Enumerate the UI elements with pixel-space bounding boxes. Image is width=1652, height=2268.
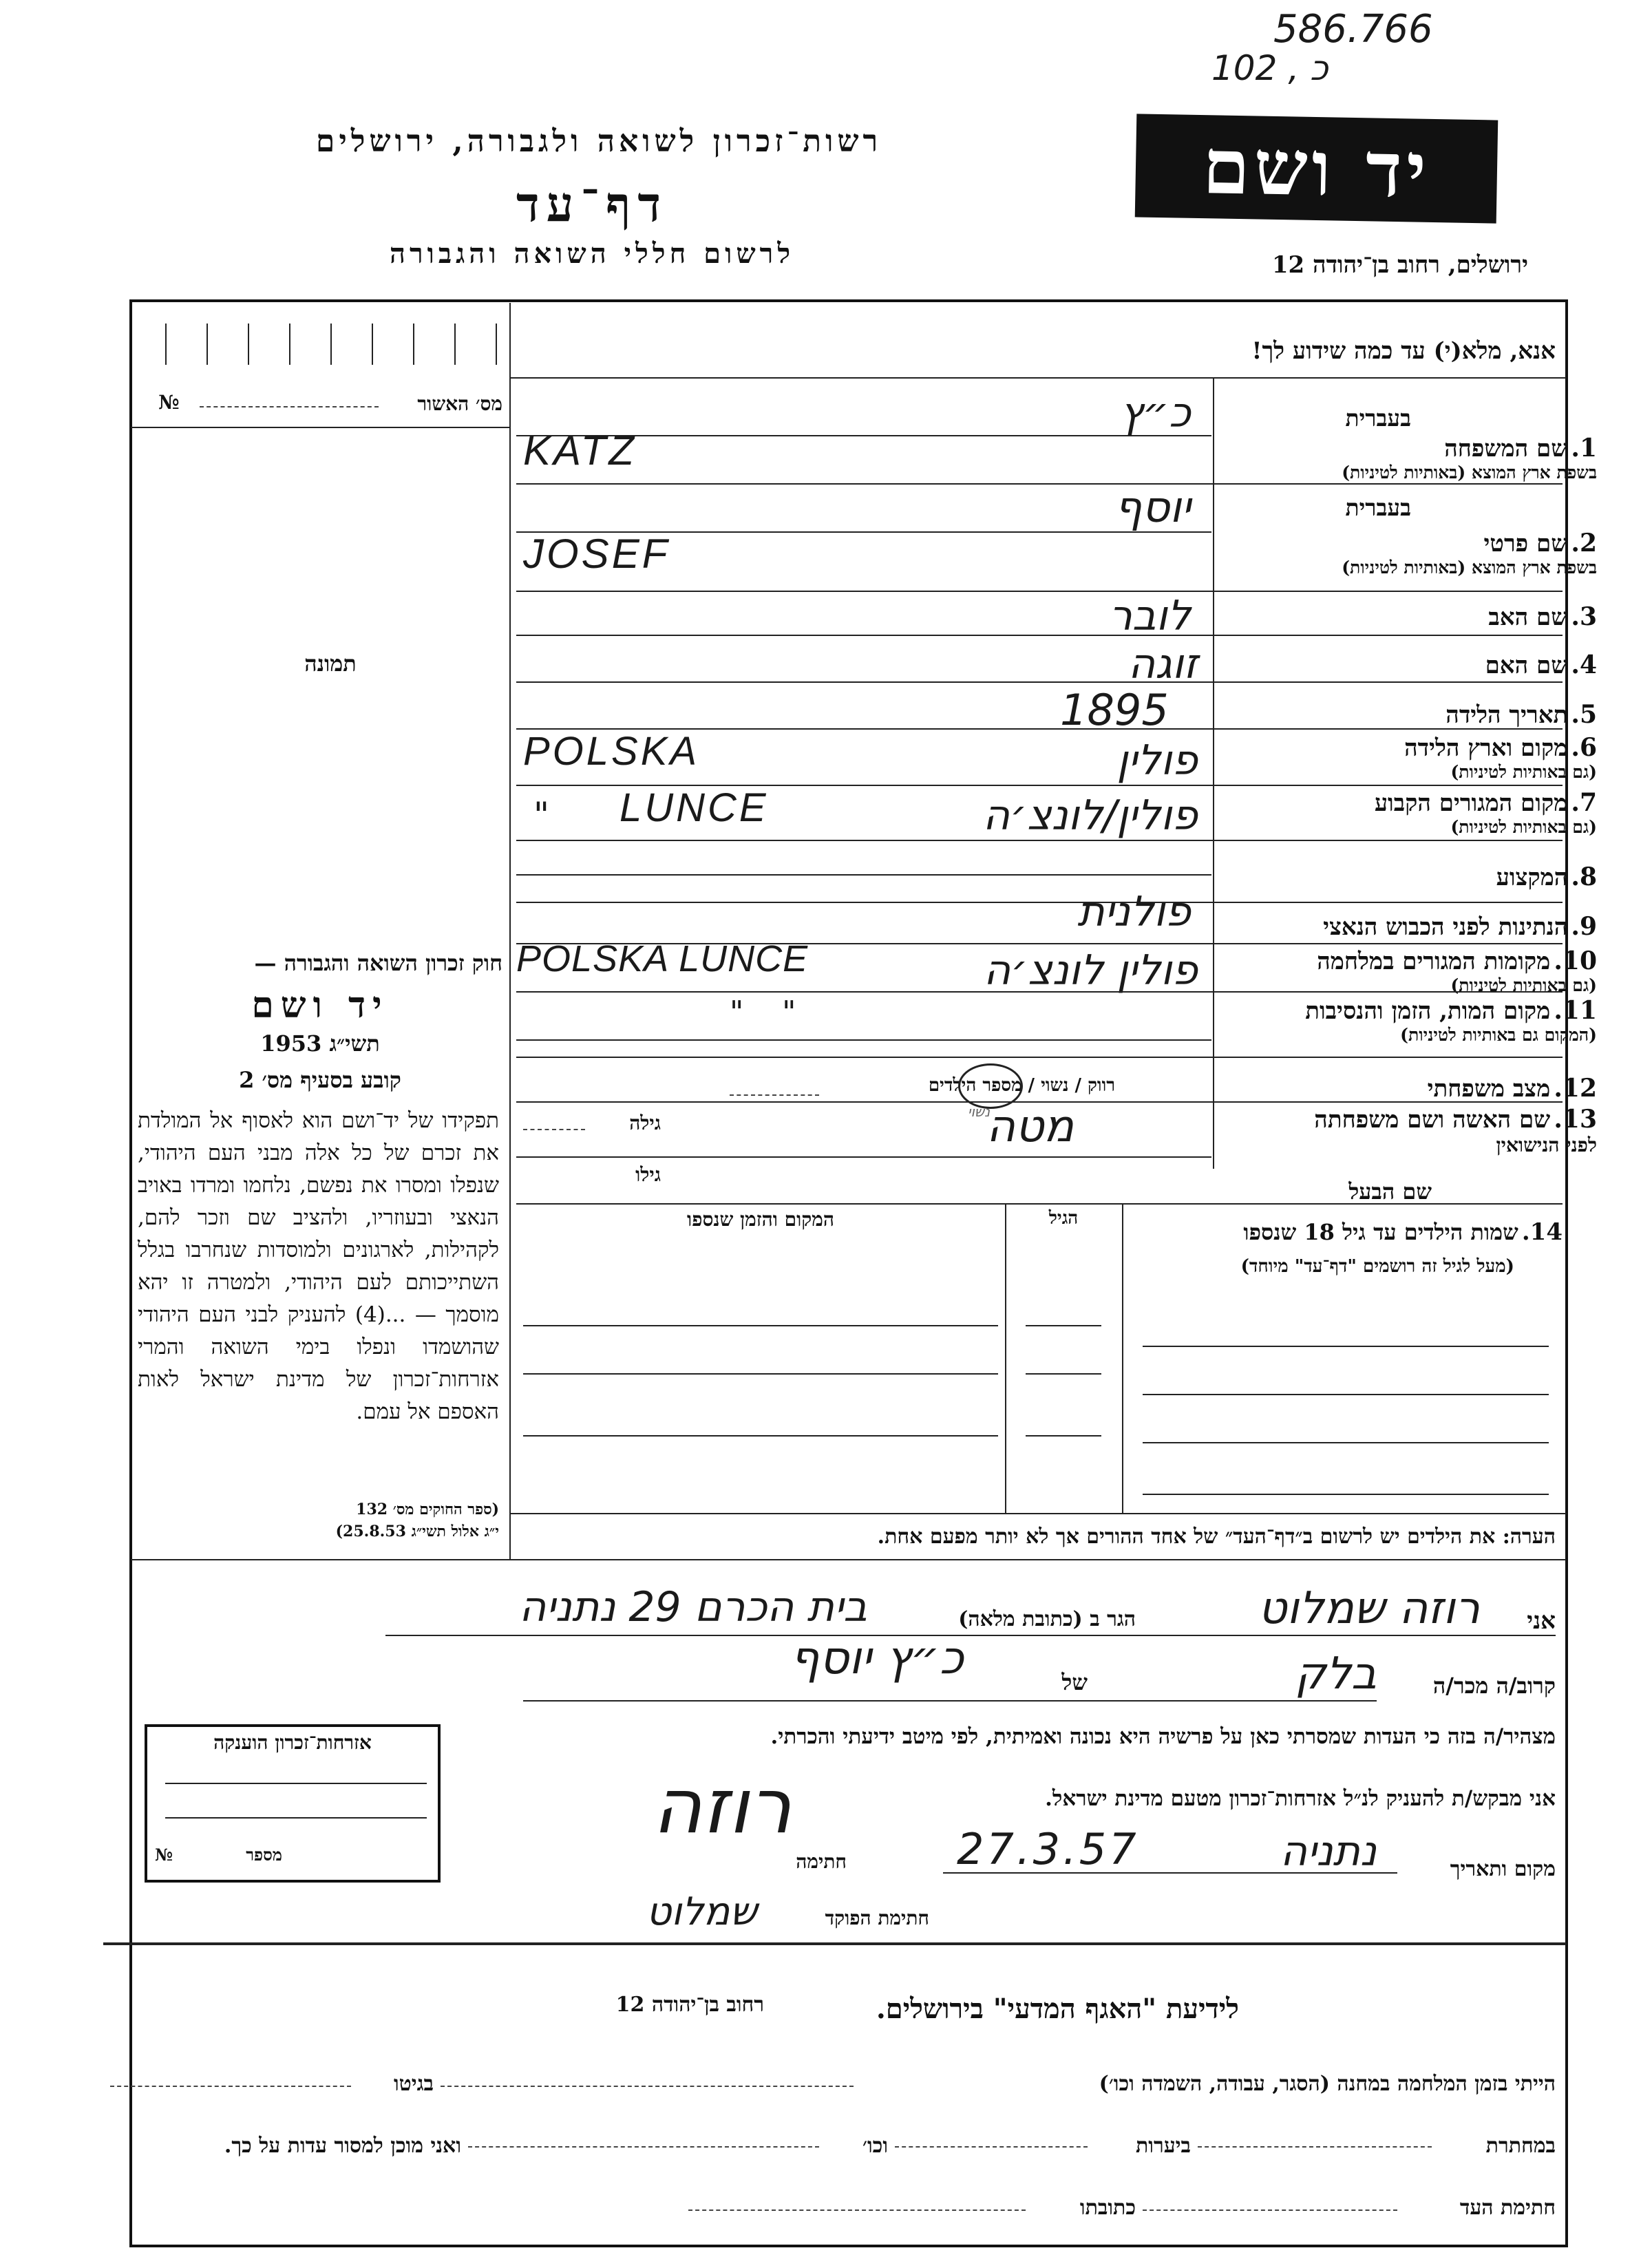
field-3-num: 3. (1571, 602, 1597, 631)
field-8-label (1273, 862, 1597, 891)
field-1-sub: בשפת ארץ המוצא (באותיות לטיניות) (1342, 463, 1597, 483)
address-line: ירושלים, רחוב בן־יהודה 12 (1271, 251, 1528, 279)
decl-i-label: אני (1527, 1607, 1556, 1635)
archive-number: 586.766 (1273, 7, 1433, 52)
authority-line: רשות־זכרון לשואה ולגבורה, ירושלים (315, 124, 882, 159)
field-9-text: הנתינות לפני הכבוש הנאצי (1323, 913, 1568, 941)
decl-place-value[interactable]: נתניה (1280, 1827, 1377, 1876)
field-6-value-hebrew[interactable]: פולין (1116, 736, 1198, 785)
law-name: יד ושם (251, 984, 389, 1026)
field-2-sub: בשפת ארץ המוצא (באותיות לטיניות) (1342, 558, 1597, 577)
field-11-sub: (המקום גם באותיות לטיניות) (1400, 1025, 1597, 1045)
field-10-label (1273, 946, 1597, 996)
form-subtitle: לרשום חללי השואה והגבורה (389, 237, 795, 270)
field-13-label (1273, 1105, 1597, 1157)
field-1-label (1273, 406, 1597, 483)
corner-note: כ , 102 (1211, 48, 1328, 88)
decl-place-date-label: מקום ותאריך (1450, 1857, 1556, 1881)
footer-line1-b: בגיטו (393, 2072, 434, 2096)
field-13-num: 13. (1554, 1105, 1597, 1134)
top-note: אנא, מלא(י) עד כמה שידוע לך! (1251, 337, 1556, 365)
field-1-hebrew-tag: בעברית (1345, 405, 1411, 432)
field-6-num: 6. (1571, 733, 1597, 762)
decl-address-value[interactable]: בית הכרם 29 נתניה (519, 1583, 867, 1631)
field-12-options[interactable]: רווק / נשוי / מספר הילדים (928, 1075, 1115, 1096)
footer-line1-a: הייתי בזמן המלחמה במחנה (הסגר, עבודה, השמדה וכו׳) (1099, 2072, 1556, 2096)
decl-of-label: של (1061, 1669, 1088, 1695)
decl-relative-label: קרוב/ה מכר/ה (1432, 1673, 1556, 1699)
decl-request-text: אני מבקש/ת להעניק לנ״ל אזרחות־זכרון מטעם מדינת ישראל. (1045, 1786, 1556, 1811)
approval-label: מס׳ האשור (417, 392, 502, 415)
field-12-circled: נשוי (968, 1103, 991, 1120)
field-6-value-latin[interactable]: POLSKA (523, 729, 700, 774)
decl-declare-text: מצהיר/ה בזה כי העדות שמסרתי כאן על פרשיה היא נכונה ואמיתית, לפי מיטב ידיעתי והכרתי. (770, 1724, 1556, 1749)
footer-line3-b: כתובתו (1079, 2196, 1136, 2220)
field-6-label (1273, 733, 1597, 783)
field-9-num: 9. (1571, 912, 1597, 941)
note: הערה: את הילדים יש לרשום ב״דף־העד״ של אחד ההורים אך לא יותר מפעם אחת. (877, 1525, 1556, 1549)
decl-signature-value[interactable]: רוזה (652, 1762, 792, 1850)
law-section: קובע בסעיף מס׳ 2 (239, 1067, 401, 1093)
decl-clerk-value[interactable]: שמלוט (646, 1889, 757, 1934)
field-12-num: 12. (1554, 1074, 1597, 1103)
field-13-sub: לפני הנישואין (1496, 1134, 1597, 1156)
field-8-text: המקצוע (1496, 864, 1568, 891)
decl-signature-label: חתימה (796, 1850, 847, 1873)
footer-line3-a: חתימת העד (1459, 2196, 1556, 2220)
children-sub: (מעל לגיל זה רושמים "דף־עד" מיוחד) (1240, 1256, 1514, 1277)
field-8-num: 8. (1571, 862, 1597, 891)
field-4-value[interactable]: זוגה (1127, 640, 1198, 688)
footer-line2-c: וכו׳ (862, 2134, 888, 2158)
footer-line2-a: במחתרת (1485, 2134, 1556, 2158)
field-7-text: מקום המגורים הקבוע (1374, 789, 1568, 817)
yad-vashem-logo (1135, 114, 1499, 223)
decl-resident-label: הגר ב (כתובת מלאה) (958, 1607, 1136, 1631)
field-7-label (1273, 788, 1597, 838)
field-2-value-hebrew[interactable]: יוסף (1114, 482, 1191, 532)
field-1-value-latin[interactable]: KATZ (523, 427, 637, 474)
field-10-value-hebrew[interactable]: פולין לונצ׳ה (984, 946, 1198, 995)
field-2-value-latin[interactable]: JOSEF (523, 531, 670, 577)
children-label (1129, 1218, 1563, 1246)
citizenship-title: אזרחות־זכרון הוענקה (213, 1731, 372, 1754)
field-1-value-hebrew[interactable]: כ״ץ (1120, 389, 1191, 437)
approval-no-mark: № (158, 391, 180, 414)
field-4-label (1273, 650, 1597, 679)
field-7-value-hebrew[interactable]: פולין/לונצ׳ה (982, 792, 1198, 840)
field-13-text: שם האשה ושם משפחתה (1314, 1106, 1551, 1134)
footer-line2-d: ואני מוכן למסור עדות על כך. (224, 2134, 461, 2158)
field-7-value-latin[interactable]: LUNCE (620, 785, 769, 830)
field-10-text: מקומות המגורים במלחמה (1317, 948, 1551, 975)
field-7-num: 7. (1571, 788, 1597, 817)
children-col-place: המקום והזמן שנספו (687, 1208, 834, 1231)
approval-ticks (165, 324, 502, 372)
decl-of-value[interactable]: כ״ץ יוסף (790, 1631, 964, 1684)
footer-address: רחוב בן־יהודה 12 (615, 1993, 764, 2017)
gazette-line1: (ספר החוקים מס׳ 132 (356, 1501, 499, 1518)
footer-line2-b: ביערות (1135, 2134, 1191, 2158)
field-6-text: מקום וארץ הלידה (1404, 734, 1568, 762)
field-4-text: שם האם (1485, 652, 1568, 679)
field-11-value[interactable]: " " (730, 995, 796, 1030)
children-text: שמות הילדים עד גיל 18 שנספו (1243, 1219, 1518, 1245)
field-10-sub: (גם באותיות לטיניות) (1450, 975, 1597, 995)
form-title: דף־עד (516, 176, 668, 233)
field-13-value[interactable]: מטה (986, 1101, 1074, 1152)
logo-text: יד ושם (1202, 122, 1431, 215)
field-3-label (1273, 602, 1597, 631)
field-2-hebrew-tag: בעברית (1345, 494, 1411, 521)
field-1-text: שם המשפחה (1444, 435, 1568, 463)
field-5-num: 5. (1571, 700, 1597, 729)
citizenship-number-mark: № (155, 1845, 173, 1865)
field-10-value-latin[interactable]: POLSKA LUNCE (516, 938, 809, 979)
field-7-ditto: " (533, 795, 549, 835)
field-12-label (1273, 1074, 1597, 1103)
law-heading: חוק זכרון השואה והגבורה — (254, 950, 502, 976)
decl-relation-value[interactable]: בלק (1295, 1649, 1377, 1699)
photo-label: תמונה (304, 650, 357, 677)
field-2-num: 2. (1571, 529, 1597, 558)
field-5-value[interactable]: 1895 (1060, 685, 1169, 735)
decl-i-value[interactable]: רוזה שמלוט (1258, 1583, 1480, 1634)
citizenship-number-label: מספר (246, 1845, 282, 1865)
field-6-sub: (גם באותיות לטיניות) (1450, 762, 1597, 782)
field-5-label (1273, 700, 1597, 729)
footer-heading: לידיעת "האגף המדעי" בירושלים. (876, 1993, 1239, 2025)
field-12-text: מצב משפחתי (1427, 1075, 1551, 1103)
field-9-label (1273, 912, 1597, 941)
decl-date-value[interactable]: 27.3.57 (957, 1824, 1139, 1874)
field-10-num: 10. (1554, 946, 1597, 975)
field-11-label (1273, 996, 1597, 1046)
children-col-age: הגיל (1048, 1208, 1079, 1229)
field-13-husband-label: שם הבעל (1348, 1178, 1432, 1205)
field-13-age-label: גילה (629, 1112, 661, 1134)
law-year: תשי״ג 1953 (260, 1030, 380, 1057)
law-text: תפקידו של יד־ושם הוא לאסוף אל המולדת את זכרם של כל אלה מבני העם היהודי, שנפלו ומסרו את נפשם, נלחמו ומרדו באויב הנאצי ובעוזריו, ולהציב שם וזכר להם, לקהילות, לארגונים ולמוסדות שנחרבו בגלל השתייכותם לעם היהודי, ולמטרה זו יהא מוסמך — ...(4) להעניק לבני העם היהודי שהושמדו ונפלו בימי השואה והמרי אזרחות־זכרון של מדינת ישראל לאות האספם אל עמם. (138, 1108, 499, 1424)
decl-clerk-label: חתימת הפוקד (825, 1907, 929, 1929)
field-5-text: תאריך הלידה (1446, 701, 1568, 729)
field-2-label (1273, 494, 1597, 578)
field-11-num: 11. (1554, 996, 1597, 1025)
field-3-value[interactable]: לובר (1108, 592, 1191, 640)
field-13-age2-label: גילו (635, 1163, 661, 1186)
field-1-num: 1. (1571, 434, 1597, 463)
field-7-sub: (גם באותיות לטיניות) (1450, 817, 1597, 837)
field-2-text: שם פרטי (1483, 530, 1568, 558)
field-9-value[interactable]: פולנית (1077, 888, 1191, 936)
field-11-text: מקום המות, הזמן והנסיבות (1305, 997, 1551, 1025)
field-4-num: 4. (1571, 650, 1597, 679)
field-3-text: שם האב (1488, 604, 1568, 631)
gazette-line2: י״ג אלול תשי״ג 25.8.53) (335, 1523, 499, 1540)
children-num: 14. (1521, 1218, 1563, 1246)
